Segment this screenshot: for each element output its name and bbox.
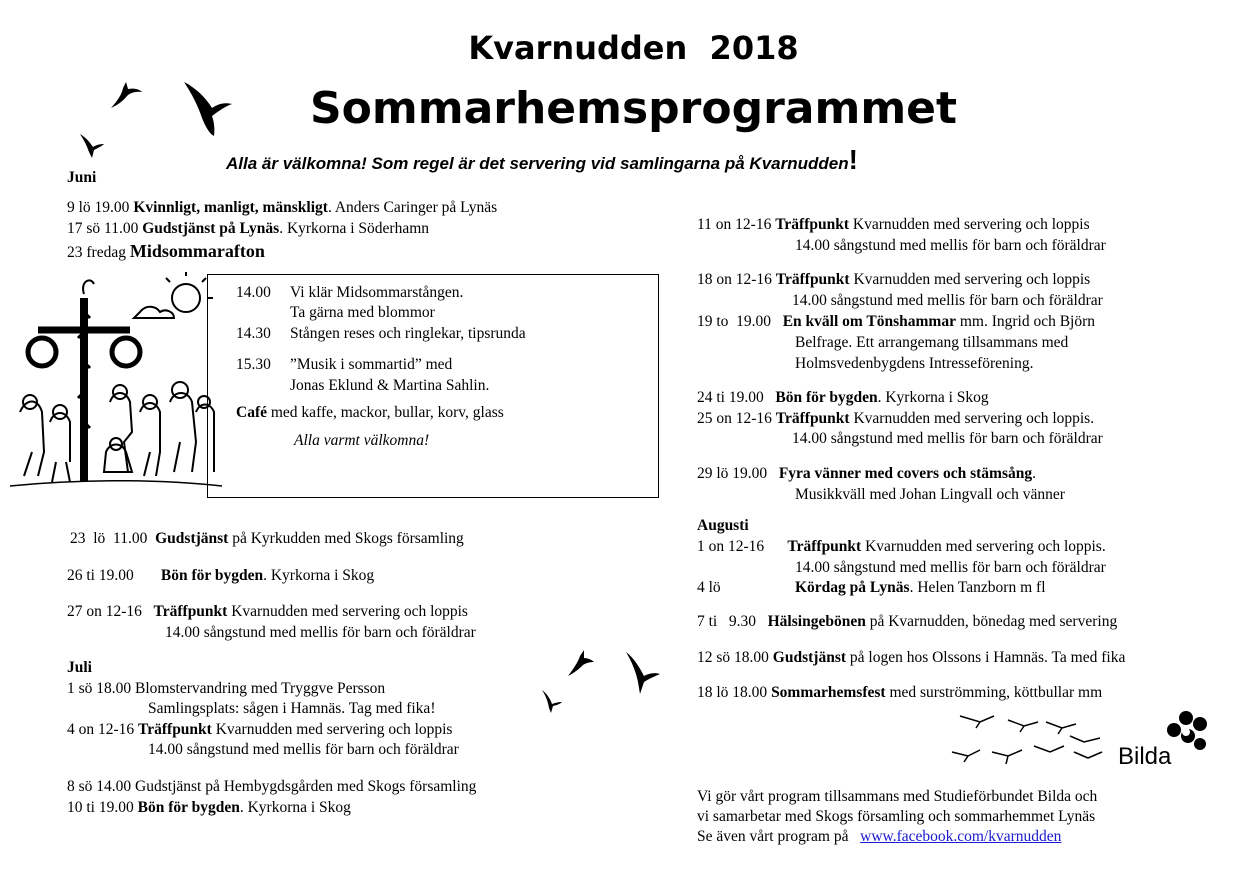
event-date: 1 on 12-16 xyxy=(697,538,788,555)
flying-birds-icon xyxy=(950,712,1120,768)
event-aug-7 xyxy=(697,612,1117,632)
event-juli-25 xyxy=(697,409,1094,429)
event-rest: . xyxy=(1032,465,1036,482)
event-title: Träffpunkt xyxy=(775,216,850,233)
event-rest: Kvarnudden med servering och loppis xyxy=(211,721,453,738)
event-aug-18 xyxy=(697,683,1102,703)
event-rest: Kvarnudden med servering och loppis xyxy=(227,603,468,620)
box-line-3 xyxy=(236,324,526,344)
event-rest: Kvarnudden med servering och loppis xyxy=(849,271,1091,288)
event-juni-23-gudstjanst xyxy=(70,529,464,549)
bilda-logo-text: Bilda xyxy=(1118,743,1172,770)
event-juli-19 xyxy=(697,312,1095,332)
event-date: 23 fredag xyxy=(67,244,130,261)
event-rest: . Helen Tanzborn m fl xyxy=(909,579,1046,596)
event-rest: på logen hos Olssons i Hamnäs. Ta med fika xyxy=(846,649,1126,666)
swallow-icon xyxy=(182,80,234,140)
box-line-2: Ta gärna med blommor xyxy=(290,304,435,321)
box-time: 14.00 xyxy=(236,284,271,301)
event-juli-8: 8 sö 14.00 Gudstjänst på Hembygdsgården med Skogs församling xyxy=(67,778,477,795)
event-date: 18 lö 18.00 xyxy=(697,684,772,701)
event-title: Träffpunkt xyxy=(787,538,862,555)
event-date: 12 sö 18.00 xyxy=(697,649,773,666)
event-juli-29-line2: Musikkväll med Johan Lingvall och vänner xyxy=(795,486,1065,503)
box-line-1 xyxy=(236,283,463,303)
event-juli-25-line2: 14.00 sångstund med mellis för barn och föräldrar xyxy=(792,430,1103,447)
month-heading-juli: Juli xyxy=(67,659,92,676)
event-juli-24 xyxy=(697,388,989,408)
footer-prefix: Se även vårt program på xyxy=(697,828,861,845)
event-date: 29 lö 19.00 xyxy=(697,465,779,482)
event-rest: Kvarnudden med servering och loppis. xyxy=(861,538,1106,555)
event-juli-19-line2: Belfrage. Ett arrangemang tillsammans med xyxy=(795,334,1069,351)
cafe-label: Café xyxy=(236,404,267,421)
event-title: Kördag på Lynäs xyxy=(795,579,910,596)
facebook-link[interactable]: www.facebook.com/kvarnudden xyxy=(860,828,1062,845)
event-aug-4 xyxy=(697,578,1046,598)
event-title: Bön för bygden xyxy=(137,799,240,816)
event-juni-9 xyxy=(67,198,497,218)
event-rest: mm. Ingrid och Björn xyxy=(955,313,1096,330)
cafe-text: med kaffe, mackor, bullar, korv, glass xyxy=(267,404,504,421)
welcome-line xyxy=(226,144,858,176)
box-cafe-line xyxy=(236,403,504,423)
event-date: 7 ti 9.30 xyxy=(697,613,768,630)
swallow-icon xyxy=(78,132,106,160)
event-juni-23-midsommar xyxy=(67,241,265,263)
event-title: Kvinnligt, manligt, mänskligt xyxy=(133,199,328,216)
event-juni-26 xyxy=(67,566,374,586)
event-date: 27 on 12-16 xyxy=(67,603,154,620)
event-title: Bön för bygden xyxy=(775,389,878,406)
event-title: Bön för bygden xyxy=(160,567,264,584)
event-juli-18 xyxy=(697,270,1090,290)
event-date: 19 to 19.00 xyxy=(697,313,783,330)
event-title: Sommarhemsfest xyxy=(771,684,886,701)
box-line-5: Jonas Eklund & Martina Sahlin. xyxy=(290,377,490,394)
event-rest: på Kyrkudden med Skogs församling xyxy=(228,530,464,547)
event-date: 11 on 12-16 xyxy=(697,216,776,233)
box-time: 15.30 xyxy=(236,356,271,373)
event-juni-17 xyxy=(67,219,429,239)
midsummer-dance-illustration xyxy=(10,272,222,502)
event-rest: . Anders Caringer på Lynäs xyxy=(327,199,498,216)
event-juni-27 xyxy=(67,602,468,622)
welcome-text: Alla är välkomna! Som regel är det servering vid samlingarna på Kvarnudden xyxy=(226,154,849,173)
event-title: Gudstjänst xyxy=(155,530,229,547)
box-text: Vi klär Midsommarstången. xyxy=(290,284,464,301)
event-date: 26 ti 19.00 xyxy=(67,567,161,584)
event-date: 10 ti 19.00 xyxy=(67,799,138,816)
event-rest: . Kyrkorna i Skog xyxy=(263,567,375,584)
event-title: Gudstjänst på Lynäs xyxy=(142,220,280,237)
event-title: Träffpunkt xyxy=(153,603,228,620)
event-juli-4 xyxy=(67,720,452,740)
box-text: ”Musik i sommartid” med xyxy=(290,356,453,373)
event-juli-11-line2: 14.00 sångstund med mellis för barn och föräldrar xyxy=(795,237,1106,254)
event-aug-1-line2: 14.00 sångstund med mellis för barn och föräldrar xyxy=(795,559,1106,576)
event-date: 23 lö 11.00 xyxy=(70,530,156,547)
event-juli-11 xyxy=(697,215,1090,235)
box-text: Stången reses och ringlekar, tipsrunda xyxy=(290,325,526,342)
event-rest: på Kvarnudden, bönedag med servering xyxy=(865,613,1118,630)
event-date: 18 on 12-16 xyxy=(697,271,776,288)
event-rest: Kvarnudden med servering och loppis. xyxy=(849,410,1095,427)
welcome-mark: ! xyxy=(848,144,858,175)
box-welcome: Alla varmt välkomna! xyxy=(294,432,430,449)
footer-line-2: vi samarbetar med Skogs församling och sommarhemmet Lynäs xyxy=(697,808,1096,825)
month-heading-juni: Juni xyxy=(67,169,97,186)
event-rest: . Kyrkorna i Skog xyxy=(877,389,989,406)
box-line-4 xyxy=(236,355,452,375)
page-subtitle: Sommarhemsprogrammet xyxy=(309,83,958,134)
month-heading-augusti: Augusti xyxy=(697,517,749,534)
event-date: 4 on 12-16 xyxy=(67,721,139,738)
swallow-icon xyxy=(540,688,564,714)
event-date: 25 on 12-16 xyxy=(697,410,776,427)
event-rest: Kvarnudden med servering och loppis xyxy=(849,216,1090,233)
event-date: 9 lö 19.00 xyxy=(67,199,134,216)
event-date: 17 sö 11.00 xyxy=(67,220,143,237)
swallow-icon xyxy=(622,650,662,696)
event-title: Fyra vänner med covers och stämsång xyxy=(778,465,1033,482)
event-title: Träffpunkt xyxy=(775,410,850,427)
footer-line-3 xyxy=(697,827,1061,847)
event-rest: . Kyrkorna i Skog xyxy=(239,799,351,816)
event-juli-19-line3: Holmsvedenbygdens Intresseförening. xyxy=(795,355,1034,372)
event-juli-18-line2: 14.00 sångstund med mellis för barn och föräldrar xyxy=(792,292,1103,309)
event-juli-1: 1 sö 18.00 Blomstervandring med Tryggve Persson xyxy=(67,680,386,697)
event-aug-12 xyxy=(697,648,1125,668)
page-title: Kvarnudden 2018 xyxy=(468,29,799,67)
event-title: Midsommarafton xyxy=(129,241,265,261)
event-juli-10 xyxy=(67,798,351,818)
box-time: 14.30 xyxy=(236,325,271,342)
event-date: 4 lö xyxy=(697,579,721,596)
footer-line-1: Vi gör vårt program tillsammans med Studieförbundet Bilda och xyxy=(697,788,1098,805)
event-title: Hälsingebönen xyxy=(767,613,866,630)
swallow-icon xyxy=(566,648,596,678)
event-juli-29 xyxy=(697,464,1036,484)
event-juli-1-line2: Samlingsplats: sågen i Hamnäs. Tag med fika! xyxy=(148,700,436,717)
event-juli-4-line2: 14.00 sångstund med mellis för barn och föräldrar xyxy=(148,741,459,758)
swallow-icon xyxy=(108,78,144,114)
event-title: Träffpunkt xyxy=(775,271,850,288)
event-title: Träffpunkt xyxy=(138,721,212,738)
event-date: 24 ti 19.00 xyxy=(697,389,776,406)
event-rest: . Kyrkorna i Söderhamn xyxy=(279,220,430,237)
event-aug-1 xyxy=(697,537,1106,557)
event-rest: med surströmming, köttbullar mm xyxy=(885,684,1103,701)
event-title: En kväll om Tönshammar xyxy=(782,313,956,330)
event-title: Gudstjänst xyxy=(772,649,847,666)
event-juni-27-line2: 14.00 sångstund med mellis för barn och föräldrar xyxy=(165,624,476,641)
